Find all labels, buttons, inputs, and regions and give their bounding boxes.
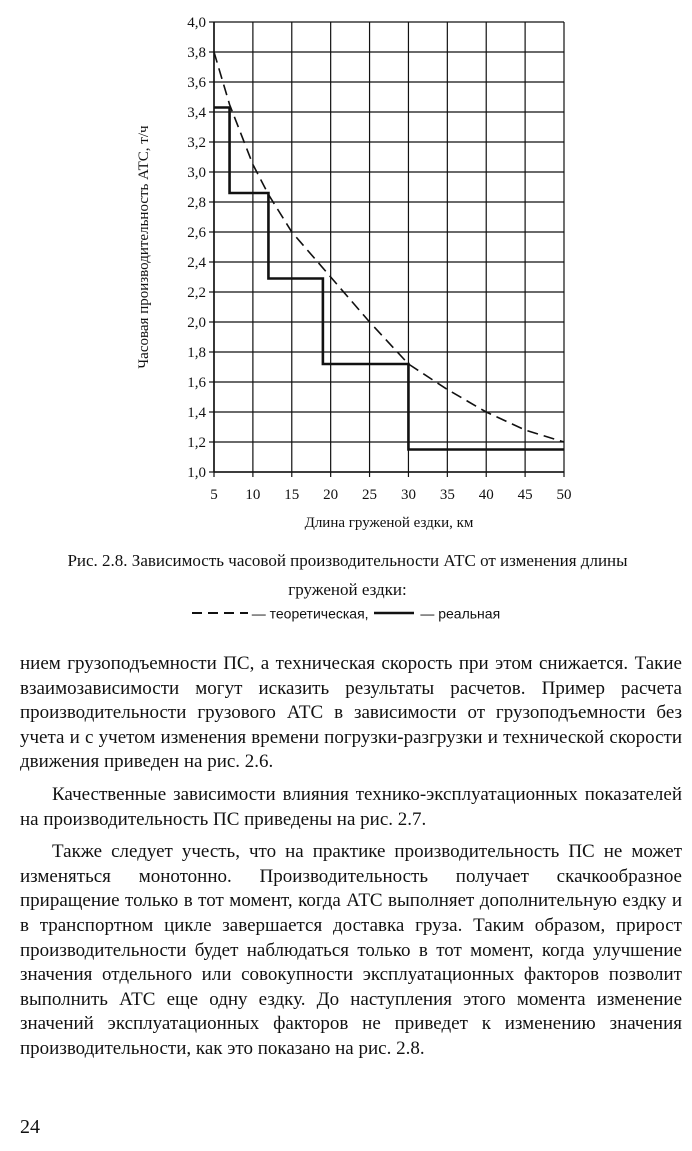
x-tick-label: 5	[210, 487, 218, 503]
figure-legend	[0, 604, 692, 621]
legend-solid-line	[372, 609, 416, 617]
y-tick-label: 4,0	[187, 15, 206, 31]
legend-dashed-line	[192, 609, 248, 617]
x-tick-label: 45	[517, 487, 533, 503]
y-tick-label: 2,6	[187, 225, 206, 241]
chart-svg	[130, 10, 590, 530]
y-tick-label: 3,4	[187, 105, 206, 121]
paragraph-2: Качественные зависимости влияния технико-эксплуатационных показателей на производительность ПС приведены на рис. 2.7.	[20, 783, 682, 830]
x-tick-label: 30	[400, 487, 416, 503]
y-tick-label: 1,6	[187, 375, 206, 391]
series-theoretical-line	[214, 52, 564, 442]
y-tick-label: 3,6	[187, 75, 206, 91]
page-number: 24	[20, 1116, 40, 1138]
caption-label: Рис. 2.8.	[67, 551, 128, 570]
x-tick-label: 50	[556, 487, 572, 503]
legend-theoretical: — теоретическая,	[251, 605, 369, 622]
caption-line-1	[20, 550, 675, 572]
x-tick-label: 25	[362, 487, 378, 503]
series-real-line	[214, 108, 564, 450]
y-tick-label: 1,0	[187, 465, 206, 481]
x-tick-label: 40	[478, 487, 494, 503]
y-tick-label: 1,8	[187, 345, 206, 361]
x-tick-label: 20	[323, 487, 339, 503]
caption-text: Зависимость часовой производительности АТС от изменения длины	[131, 551, 628, 570]
y-axis-label: Часовая производительность АТС, т/ч	[136, 125, 152, 369]
y-tick-label: 3,0	[187, 165, 206, 181]
paragraph-1: нием грузоподъемности ПС, а техническая скорость при этом снижается. Такие взаимозависимости могут исказить результаты расчетов. Пример расчета производительности грузового АТС в зависимости от грузоподъемности без учета и с учетом изменения времени погрузки-разгрузки и технической скорости движения приведен на рис. 2.6.	[20, 653, 682, 773]
x-axis-label: Длина груженой ездки, км	[304, 515, 474, 530]
figure-chart	[130, 10, 590, 530]
x-tick-label: 35	[439, 487, 455, 503]
figure-caption	[20, 550, 675, 602]
y-tick-label: 2,0	[187, 315, 206, 331]
y-tick-label: 1,2	[187, 435, 206, 451]
caption-line-2: груженой ездки:	[288, 580, 407, 599]
paragraph-3: Также следует учесть, что на практике производительность ПС не может изменяться монотонно. Производительность получает скачкообразное приращение только в тот момент, когда АТС выполняет дополнительную ездку и в транспортном цикле завершается доставка груза. Таким образом, прирост производительности будет наблюдаться только в тот момент, когда улучшение значения отдельного или совокупности эксплуатационных факторов позволит выполнить АТС еще одну ездку. До наступления этого момента изменение значений эксплуатационных факторов не приведет к изменению значения производительности, как это показано на рис. 2.8.	[20, 841, 682, 1059]
y-tick-label: 1,4	[187, 405, 206, 421]
y-tick-label: 2,8	[187, 195, 206, 211]
legend-real: — реальная	[420, 605, 501, 622]
y-tick-label: 3,8	[187, 45, 206, 61]
y-tick-label: 2,4	[187, 255, 206, 271]
x-tick-label: 15	[284, 487, 300, 503]
x-tick-label: 10	[245, 487, 261, 503]
y-tick-label: 2,2	[187, 285, 206, 301]
body-text	[20, 652, 682, 1070]
y-tick-label: 3,2	[187, 135, 206, 151]
